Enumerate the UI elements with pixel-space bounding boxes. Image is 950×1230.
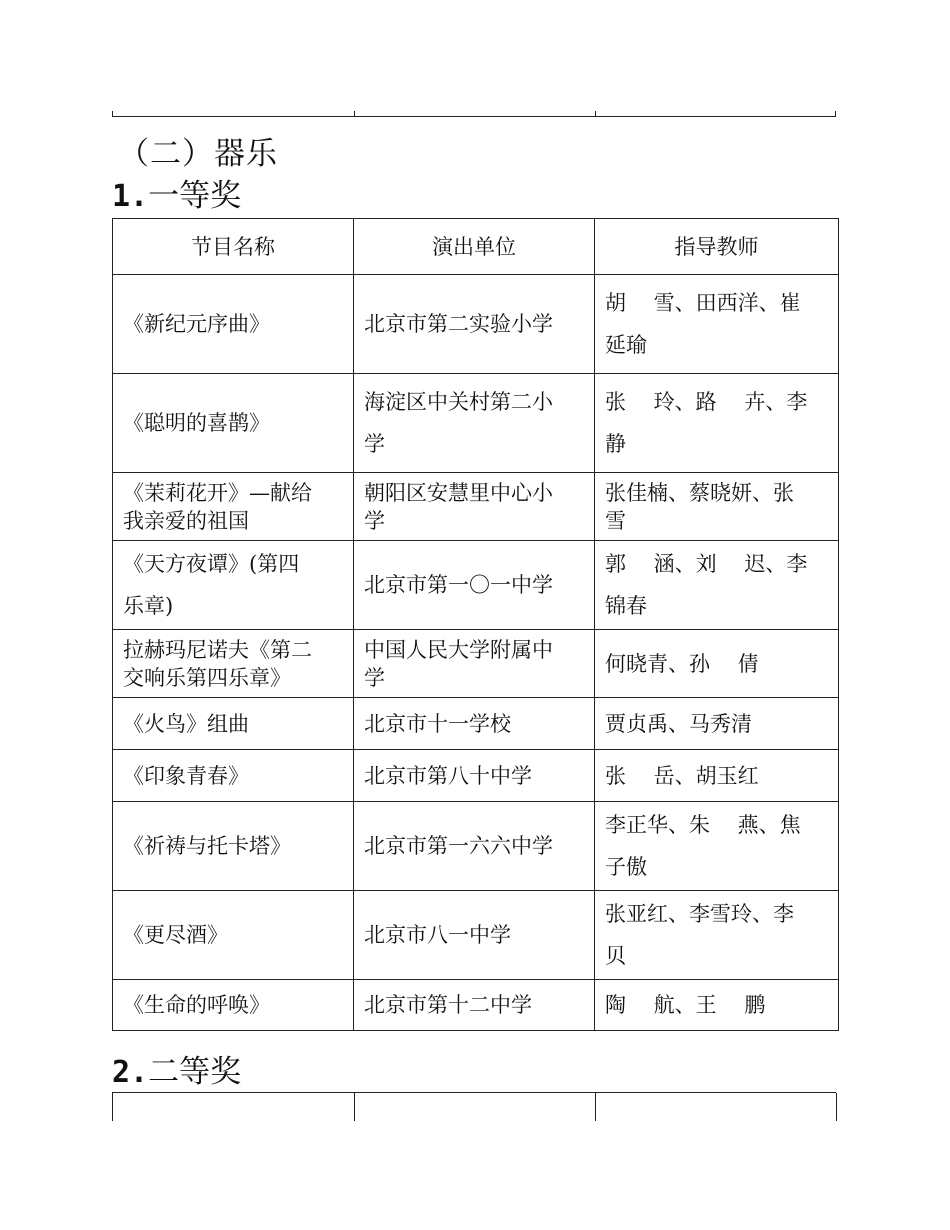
program-cell: 《火鸟》组曲 bbox=[113, 698, 354, 750]
program-cell: 《祈祷与托卡塔》 bbox=[113, 802, 354, 891]
first-prize-heading bbox=[112, 174, 241, 219]
unit-line: 学 bbox=[364, 665, 385, 690]
table-row bbox=[113, 541, 839, 630]
second-prize-label: 二等奖 bbox=[148, 1054, 242, 1090]
unit-cell: 北京市第一六六中学 bbox=[354, 802, 595, 891]
teacher-line: 静 bbox=[605, 432, 626, 456]
unit-cell: 北京市第二实验小学 bbox=[354, 275, 595, 374]
table-header-row bbox=[113, 219, 839, 275]
program-line: 《天方夜谭》(第四 bbox=[123, 552, 300, 576]
unit-cell: 北京市第八十中学 bbox=[354, 750, 595, 802]
teacher-line: 张 玲、路 卉、李 bbox=[605, 390, 808, 414]
program-line: 我亲爱的祖国 bbox=[123, 508, 249, 533]
program-cell: 《更尽酒》 bbox=[113, 891, 354, 980]
unit-cell bbox=[354, 630, 595, 698]
unit-cell: 北京市十一学校 bbox=[354, 698, 595, 750]
unit-cell bbox=[354, 374, 595, 473]
program-cell: 《新纪元序曲》 bbox=[113, 275, 354, 374]
teacher-cell: 张 岳、胡玉红 bbox=[595, 750, 839, 802]
program-line: 交响乐第四乐章》 bbox=[123, 665, 291, 690]
program-cell: 《印象青春》 bbox=[113, 750, 354, 802]
teacher-cell bbox=[595, 802, 839, 891]
header-unit: 演出单位 bbox=[354, 219, 595, 275]
header-program: 节目名称 bbox=[113, 219, 354, 275]
teacher-line: 胡 雪、田西洋、崔 bbox=[605, 291, 801, 315]
teacher-cell bbox=[595, 541, 839, 630]
previous-table-bottom bbox=[112, 60, 836, 117]
second-prize-heading bbox=[112, 1050, 241, 1095]
table-row bbox=[113, 473, 839, 541]
unit-line: 朝阳区安慧里中心小 bbox=[364, 480, 553, 505]
program-cell: 《聪明的喜鹊》 bbox=[113, 374, 354, 473]
teacher-cell bbox=[595, 275, 839, 374]
table-row bbox=[113, 980, 839, 1031]
unit-line: 学 bbox=[364, 508, 385, 533]
first-prize-number: 1. bbox=[112, 179, 149, 214]
teacher-line: 郭 涵、刘 迟、李 bbox=[605, 552, 808, 576]
program-cell bbox=[113, 541, 354, 630]
second-prize-number: 2. bbox=[112, 1055, 149, 1090]
program-line: 乐章) bbox=[123, 594, 174, 618]
program-cell bbox=[113, 630, 354, 698]
teacher-line: 子傲 bbox=[605, 855, 647, 879]
unit-cell: 北京市第一〇一中学 bbox=[354, 541, 595, 630]
unit-line: 海淀区中关村第二小 bbox=[364, 390, 553, 414]
table-row bbox=[113, 750, 839, 802]
table-row bbox=[113, 698, 839, 750]
first-prize-table bbox=[112, 218, 839, 1031]
section-title: （二）器乐 bbox=[118, 136, 278, 172]
teacher-line: 张佳楠、蔡晓妍、张 bbox=[605, 480, 794, 505]
teacher-line: 贝 bbox=[605, 944, 626, 968]
teacher-line: 锦春 bbox=[605, 594, 647, 618]
table-row bbox=[113, 374, 839, 473]
program-cell: 《生命的呼唤》 bbox=[113, 980, 354, 1031]
teacher-cell: 何晓青、孙 倩 bbox=[595, 630, 839, 698]
unit-cell: 北京市第十二中学 bbox=[354, 980, 595, 1031]
header-teacher: 指导教师 bbox=[595, 219, 839, 275]
teacher-cell: 陶 航、王 鹏 bbox=[595, 980, 839, 1031]
table-row bbox=[113, 891, 839, 980]
second-prize-table-top bbox=[112, 1092, 836, 1133]
first-prize-label: 一等奖 bbox=[148, 178, 242, 214]
unit-line: 中国人民大学附属中 bbox=[364, 637, 553, 662]
teacher-line: 李正华、朱 燕、焦 bbox=[605, 813, 801, 837]
teacher-cell: 贾贞禹、马秀清 bbox=[595, 698, 839, 750]
program-line: 拉赫玛尼诺夫《第二 bbox=[123, 637, 312, 662]
unit-line: 学 bbox=[364, 432, 385, 456]
teacher-line: 雪 bbox=[605, 508, 626, 533]
table-row bbox=[113, 802, 839, 891]
teacher-cell bbox=[595, 374, 839, 473]
table-row bbox=[113, 630, 839, 698]
table-row bbox=[113, 275, 839, 374]
teacher-cell bbox=[595, 891, 839, 980]
teacher-line: 延瑜 bbox=[605, 333, 647, 357]
program-line: 《茉莉花开》—献给 bbox=[123, 480, 312, 505]
unit-cell: 北京市八一中学 bbox=[354, 891, 595, 980]
program-cell bbox=[113, 473, 354, 541]
teacher-line: 张亚红、李雪玲、李 bbox=[605, 902, 794, 926]
teacher-cell bbox=[595, 473, 839, 541]
unit-cell bbox=[354, 473, 595, 541]
